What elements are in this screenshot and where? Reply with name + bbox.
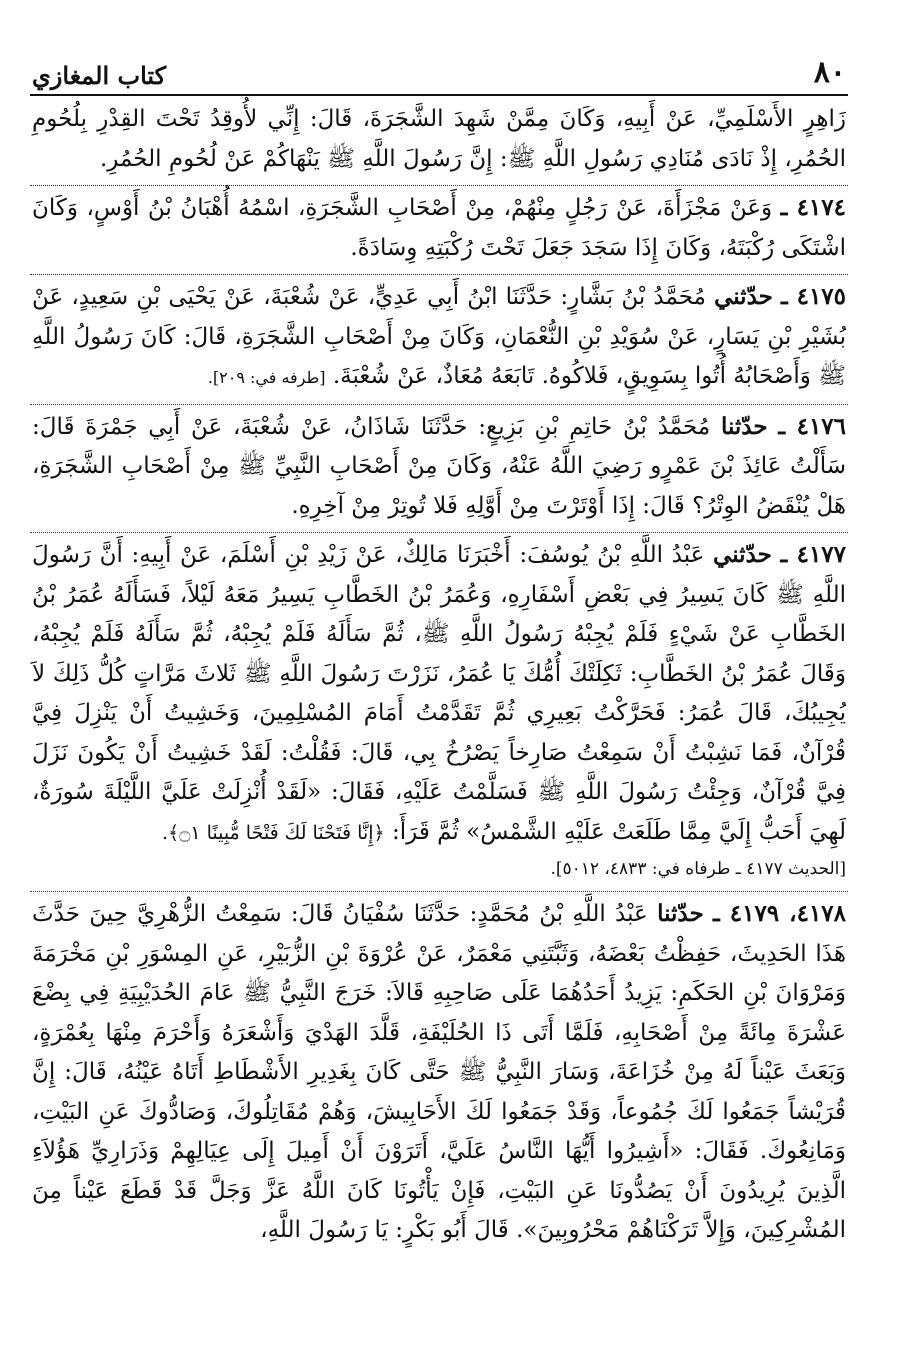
paragraph-text: عَبْدُ اللَّهِ بْنُ مُحَمَّدٍ: حَدَّثَنَا سُفْيَانُ قَالَ: سَمِعْتُ الزُّهْرِيَّ حِينَ حَدَّثَ هَذَا الحَدِيثَ، حَفِظْتُ بَعْضَهُ، وَثَبَّتَنِي مَعْمَرٌ، عَنْ عُرْوَةَ بْنِ الزُّبَيْرِ، عَنِ المِسْوَرِ بْنِ مَخْرَمَةَ وَمَرْوَانَ بْنِ الحَكَمِ: يَزِيدُ أَحَدُهُمَا عَلَى صَاحِبِهِ قَالاَ: خَرَجَ النَّبِيُّ ﷺ عَامَ الحُدَيْبِيَةِ فِي بِضْعَ عَشْرَةَ مِائَةً مِنْ أَصْحَابِهِ، فَلَمَّا أَتَى ذَا الحُلَيْفَةِ، قَلَّدَ الهَدْيَ وَأَشْعَرَهُ وَأَحْرَمَ مِنْهَا بِعُمْرَةٍ، وَبَعَثَ عَيْناً لَهُ مِنْ خُزَاعَةَ، وَسَارَ النَّبِيُّ ﷺ حَتَّى كَانَ بِغَدِيرِ الأَشْطَاطِ أَتَاهُ عَيْنُهُ، قَالَ: إِنَّ قُرَيْشاً جَمَعُوا لَكَ جُمُوعاً، وَقَدْ جَمَعُوا لَكَ الأَحَابِيشَ، وَهُمْ مُقَاتِلُوكَ، وَصَادُّوكَ عَنِ البَيْتِ، وَمَانِعُوكَ. فَقَالَ: «أَشِيرُوا أَيُّهَا النَّاسُ عَلَيَّ، أَتَرَوْنَ أَنْ أَمِيلَ إِلَى عِيَالِهِمْ وَذَرَارِيِّ هَؤُلاَءِ الَّذِينَ يُرِيدُونَ أَنْ يَصُدُّونَا عَنِ البَيْتِ، فَإِنْ يَأْتُونَا كَانَ اللَّهُ عَزَّ وَجَلَّ قَدْ قَطَعَ عَيْناً مِنَ المُشْرِكِينَ، وَإِلاَّ تَرَكْنَاهُمْ مَحْرُوبِينَ». قَالَ أَبُو بَكْرٍ: يَا رَسُولَ اللَّهِ، xyxy=(32,901,847,1243)
paragraph-text: زَاهِرٍ الأَسْلَمِيِّ، عَنْ أَبِيهِ، وَكَانَ مِمَّنْ شَهِدَ الشَّجَرَةَ، قَالَ: إِنِّي لأُوقِدُ تَحْتَ القِدْرِ بِلُحُومِ الحُمُرِ، إِذْ نَادَى مُنَادِي رَسُولِ اللَّهِ ﷺ: إِنَّ رَسُولَ اللَّهِ ﷺ يَنْهَاكُمْ عَنْ لُحُومِ الحُمُرِ. xyxy=(32,106,846,172)
tahdith-word: حدّثنا xyxy=(657,900,704,927)
book-page xyxy=(30,50,848,1330)
paragraph-text: وَعَنْ مَجْزَأَةَ، عَنْ رَجُلٍ مِنْهُمْ، مِنْ أَصْحَابِ الشَّجَرَةِ، اسْمُهُ أُهْبَانُ بْنُ أَوْسٍ، وَكَانَ اشْتَكَى رُكْبَتَهُ، وَكَانَ إِذَا سَجَدَ جَعَلَ تَحْتَ رُكْبَتِهِ وِسَادَةً. xyxy=(32,195,846,261)
hadith-separator xyxy=(30,404,848,405)
paragraph-text: مُحَمَّدُ بْنُ بَشَّارٍ: حَدَّثَنَا ابْنُ أَبِي عَدِيٍّ، عَنْ شُعْبَةَ، عَنْ يَحْيَى بْنِ سَعِيدٍ، عَنْ بُشَيْرِ بْنِ يَسَارٍ، عَنْ سُوَيْدِ بْنِ النُّعْمَانِ، وَكَانَ مِنْ أَصْحَابِ الشَّجَرَةِ، قَالَ: كَانَ رَسُولُ اللَّهِ ﷺ وَأَصْحَابُهُ أُتُوا بِسَوِيقٍ، فَلاكُوهُ. تَابَعَهُ مُعَاذٌ، عَنْ شُعْبَةَ. xyxy=(32,284,846,389)
hadith-number: ٤١٧٧ ـ xyxy=(780,541,847,568)
hadith-4174 xyxy=(30,188,848,268)
hadith-4177 xyxy=(30,535,848,853)
cross-reference: [طرفه في: ٢٠٩]. xyxy=(207,368,326,387)
tahdith-word: حدّثنا xyxy=(720,412,768,440)
hadith-separator xyxy=(30,274,848,275)
hadith-separator xyxy=(30,891,848,892)
book-title: كتاب المغازي xyxy=(32,61,167,90)
paragraph-text: مُحَمَّدُ بْنُ حَاتِمِ بْنِ بَزِيعٍ: حَدَّثَنَا شَاذَانُ، عَنْ شُعْبَةَ، عَنْ أَبِي جَمْرَةَ قَالَ: سَأَلْتُ عَائِذَ بْنَ عَمْرٍو رَضِيَ اللَّهُ عَنْهُ، وَكَانَ مِنْ أَصْحَابِ النَّبِيِّ ﷺ مِنْ أَصْحَابِ الشَّجَرَةِ، هَلْ يُنْقَضُ الوِتْرُ؟ قَالَ: إِذَا أَوْتَرْتَ مِنْ أَوَّلِهِ فَلا تُوتِرْ مِنْ آخِرِهِ. xyxy=(32,413,846,519)
paragraph-text: عَبْدُ اللَّهِ بْنُ يُوسُفَ: أَخْبَرَنَا مَالِكٌ، عَنْ زَيْدِ بْنِ أَسْلَمَ، عَنْ أَبِيهِ: أَنَّ رَسُولَ اللَّهِ ﷺ كَانَ يَسِيرُ فِي بَعْضِ أَسْفَارِهِ، وَعُمَرُ بْنُ الخَطَّابِ يَسِيرُ مَعَهُ لَيْلاً، فَسَأَلَهُ عُمَرُ بْنُ الخَطَّابِ عَنْ شَيْءٍ فَلَمْ يُجِبْهُ رَسُولُ اللَّهِ ﷺ، ثُمَّ سَأَلَهُ فَلَمْ يُجِبْهُ، ثُمَّ سَأَلَهُ فَلَمْ يُجِبْهُ، وَقَالَ عُمَرُ بْنُ الخَطَّابِ: ثَكِلَتْكَ أُمُّكَ يَا عُمَرُ، نَزَرْتَ رَسُولَ اللَّهِ ﷺ ثَلاثَ مَرَّاتٍ كُلُّ ذَلِكَ لاَ يُجِيبُكَ، قَالَ عُمَرُ: فَحَرَّكْتُ بَعِيرِي ثُمَّ تَقَدَّمْتُ أَمَامَ المُسْلِمِينَ، وَخَشِيتُ أَنْ يَنْزِلَ فِيَّ قُرْآنٌ، فَمَا نَشِبْتُ أَنْ سَمِعْتُ صَارِخاً يَصْرُخُ بِي، قَالَ: فَقُلْتُ: لَقَدْ خَشِيتُ أَنْ يَكُونَ نَزَلَ فِيَّ قُرْآنٌ، وَجِئْتُ رَسُولَ اللَّهِ ﷺ فَسَلَّمْتُ عَلَيْهِ، فَقَالَ: «لَقَدْ أُنْزِلَتْ عَلَيَّ اللَّيْلَةَ سُورَةٌ، لَهِيَ أَحَبُّ إِلَيَّ مِمَّا طَلَعَتْ عَلَيْهِ الشَّمْسُ» ثُمَّ قَرَأَ: xyxy=(32,542,846,845)
hadith-separator xyxy=(30,532,848,533)
hadith-separator xyxy=(30,185,848,186)
hadith-number: ٤١٧٦ ـ xyxy=(778,412,847,440)
page-header xyxy=(30,50,848,96)
hadith-number: ٤١٧٤ ـ xyxy=(780,194,846,221)
hadith-number: ٤١٧٨، ٤١٧٩ ـ xyxy=(713,900,847,927)
hadith-4176 xyxy=(30,407,848,527)
hadith-4175 xyxy=(30,277,848,398)
hadith-4178-4179 xyxy=(30,894,848,1251)
hadith-cross-reference: [الحديث ٤١٧٧ ـ طرفاه في: ٤٨٣٣، ٥٠١٢]. xyxy=(550,859,846,879)
hadith-number: ٤١٧٥ ـ xyxy=(781,283,847,310)
tahdith-word: حدّثني xyxy=(714,283,773,310)
quran-verse: ﴿إِنَّا فَتَحْنَا لَكَ فَتْحًا مُّبِينًا ۝١﴾. xyxy=(162,821,385,844)
paragraph-continuation xyxy=(30,100,848,179)
page-number: ٨٠ xyxy=(813,55,846,90)
tahdith-word: حدّثني xyxy=(713,541,772,568)
